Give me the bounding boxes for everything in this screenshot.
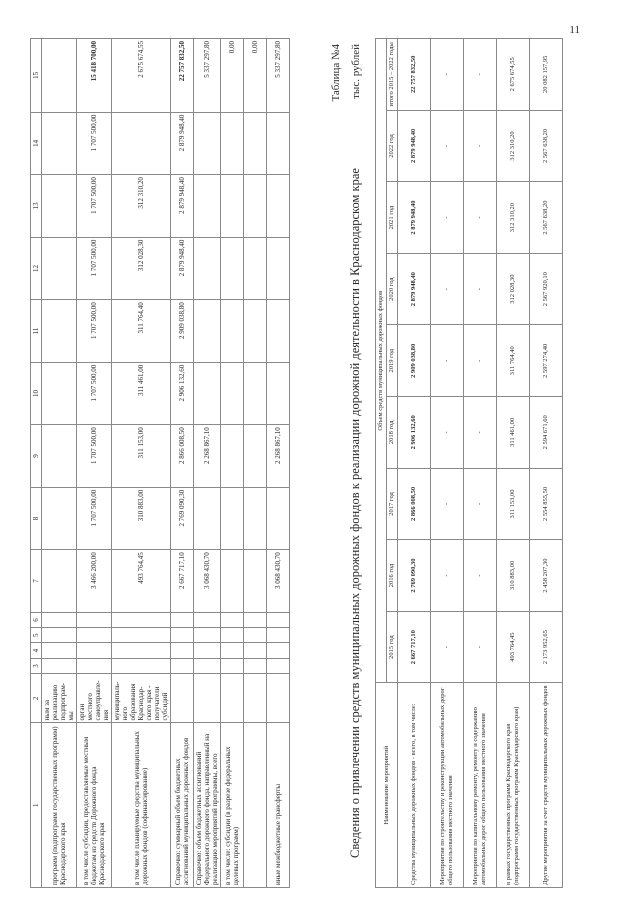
row-name-cell: иные межбюджетные трансферты [267, 723, 290, 888]
value-cell [267, 487, 290, 550]
header-name-cell: Наименование мероприятий [376, 683, 398, 888]
value-cell: 2 866 008,50 [171, 425, 194, 488]
responsible-cell: орган местного самоуправле-ния [77, 674, 112, 723]
value-cell: 2 667 717,10 [398, 611, 431, 683]
value-cell: - [431, 397, 464, 469]
value-cell: 1 707 500,00 [77, 425, 112, 488]
value-cell [244, 175, 267, 238]
row-name-cell: Мероприятия по капитальному ремонту, ремонту и содержанию автомобильных дорог общего пользования местного значения [464, 683, 497, 888]
year-header-cell: 2019 год [387, 325, 398, 397]
value-cell [42, 237, 77, 300]
value-cell: 2 879 948,40 [398, 182, 431, 254]
header-group-cell: Объем средств муниципальных дорожных фондов [376, 39, 387, 683]
responsible-cell: муниципаль-ного образования Краснодар-ского края - получатели субсидий [112, 674, 171, 723]
value-cell: 2 909 038,80 [171, 300, 194, 363]
value-cell: 2 458 207,30 [530, 540, 563, 612]
row-name-cell: в том числе: субсидии (в разрезе федеральных целевых программ) [221, 723, 244, 888]
value-cell: 3 068 430,70 [194, 550, 221, 613]
value-cell: 1 707 500,00 [77, 237, 112, 300]
value-cell: 2 567 920,10 [530, 253, 563, 325]
column-number-row [31, 39, 42, 888]
value-cell: 3 466 200,00 [77, 550, 112, 613]
column-number-cell: 13 [31, 175, 42, 238]
value-cell [171, 612, 194, 627]
value-cell: 310 883,00 [497, 540, 530, 612]
value-cell [194, 658, 221, 673]
value-cell: 2 554 855,50 [530, 468, 563, 540]
value-cell: 2 268 867,10 [267, 425, 290, 488]
value-cell [194, 487, 221, 550]
table-row [221, 39, 244, 888]
value-cell [267, 612, 290, 627]
value-cell [42, 300, 77, 363]
document-title: Сведения о привлечении средств муниципальных дорожных фондов к реализации дорожной деятельности в Краснодарском крае [348, 168, 362, 858]
value-cell [42, 628, 77, 643]
year-header-cell: 2017 год [387, 468, 398, 540]
value-cell: - [464, 182, 497, 254]
value-cell [244, 237, 267, 300]
value-cell [194, 112, 221, 175]
column-number-cell: 1 [31, 723, 42, 888]
value-cell [244, 628, 267, 643]
value-cell: 2 597 274,40 [530, 325, 563, 397]
value-cell [221, 112, 244, 175]
value-cell [112, 628, 171, 643]
value-cell: 493 764,45 [497, 611, 530, 683]
value-cell: 1 707 500,00 [77, 487, 112, 550]
value-cell: 311 153,00 [497, 468, 530, 540]
value-cell: 5 337 297,80 [194, 39, 221, 113]
value-cell: 2 173 952,65 [530, 611, 563, 683]
value-cell: 2 906 132,60 [398, 397, 431, 469]
value-cell [267, 658, 290, 673]
lower-table [375, 38, 563, 888]
responsible-cell: ным за реализацию подпрограм-мы [42, 674, 77, 723]
value-cell [42, 658, 77, 673]
value-cell [221, 628, 244, 643]
value-cell: - [431, 253, 464, 325]
upper-table [30, 38, 290, 888]
value-cell [112, 612, 171, 627]
value-cell: 2 268 867,10 [194, 425, 221, 488]
value-cell [244, 643, 267, 658]
value-cell [244, 425, 267, 488]
value-cell [244, 612, 267, 627]
value-cell [112, 112, 171, 175]
value-cell [112, 658, 171, 673]
row-name-cell: Средства муниципальных дорожных фондов - всего, в том числе: [398, 683, 431, 888]
value-cell [42, 425, 77, 488]
value-cell: 22 757 832,50 [398, 39, 431, 111]
value-cell [42, 612, 77, 627]
value-cell [42, 175, 77, 238]
responsible-cell [267, 674, 290, 723]
value-cell [267, 112, 290, 175]
table-label: Таблица №4 [330, 44, 342, 102]
value-cell: 2 879 948,40 [398, 253, 431, 325]
row-name-cell: программ (подпрограмм государственных программ) Краснодарского края [42, 723, 77, 888]
value-cell: 311 461,00 [112, 362, 171, 425]
value-cell [194, 237, 221, 300]
value-cell: 2 667 717,10 [171, 550, 194, 613]
value-cell: 311 764,40 [497, 325, 530, 397]
value-cell [194, 643, 221, 658]
value-cell [42, 39, 77, 113]
column-number-cell: 12 [31, 237, 42, 300]
year-header-cell: 2020 год [387, 253, 398, 325]
value-cell: 2 567 638,20 [530, 182, 563, 254]
value-cell: - [464, 540, 497, 612]
value-cell [267, 300, 290, 363]
value-cell: 2 769 090,30 [398, 540, 431, 612]
column-number-cell: 10 [31, 362, 42, 425]
value-cell [221, 658, 244, 673]
value-cell: 310 883,00 [112, 487, 171, 550]
value-cell [42, 362, 77, 425]
value-cell [42, 487, 77, 550]
value-cell: 1 707 500,00 [77, 112, 112, 175]
value-cell [194, 612, 221, 627]
row-name-cell: Мероприятия по строительству и реконструкции автомобильных дорог общего пользования местного значения [431, 683, 464, 888]
value-cell [221, 487, 244, 550]
year-header-cell: итого 2015 – 2022 годы [387, 39, 398, 111]
column-number-cell: 6 [31, 612, 42, 627]
value-cell [244, 658, 267, 673]
row-name-cell: Справочно: объем бюджетных ассигнований Федерального дорожного фонда, направленный на реализацию мероприятий программы, всего [194, 723, 221, 888]
value-cell: 2 866 008,50 [398, 468, 431, 540]
value-cell: 22 757 832,50 [171, 39, 194, 113]
year-header-cell: 2021 год [387, 182, 398, 254]
value-cell: 20 082 157,95 [530, 39, 563, 111]
column-number-cell: 11 [31, 300, 42, 363]
value-cell: - [464, 325, 497, 397]
row-name-cell: Другие мероприятия за счет средств муниципальных дорожных фондов [530, 683, 563, 888]
value-cell: 0,00 [221, 39, 244, 113]
table-row [431, 39, 464, 888]
value-cell [244, 487, 267, 550]
value-cell: 311 461,00 [497, 397, 530, 469]
value-cell: 2 879 948,40 [171, 237, 194, 300]
value-cell [112, 643, 171, 658]
table-row [112, 39, 171, 888]
table-row [267, 39, 290, 888]
value-cell [267, 643, 290, 658]
value-cell [221, 300, 244, 363]
value-cell: - [464, 110, 497, 182]
responsible-cell [221, 674, 244, 723]
value-cell: 2 675 674,55 [112, 39, 171, 113]
value-cell: - [431, 611, 464, 683]
value-cell [267, 175, 290, 238]
value-cell: 3 068 430,70 [267, 550, 290, 613]
value-cell [221, 612, 244, 627]
value-cell: - [464, 253, 497, 325]
column-number-cell: 14 [31, 112, 42, 175]
value-cell [244, 300, 267, 363]
value-cell [171, 628, 194, 643]
value-cell [267, 237, 290, 300]
value-cell: - [431, 110, 464, 182]
value-cell: 312 028,30 [497, 253, 530, 325]
value-cell [171, 658, 194, 673]
value-cell [77, 612, 112, 627]
value-cell [42, 550, 77, 613]
units-label: тыс. рублей [350, 44, 362, 99]
table-row [497, 39, 530, 888]
row-name-cell: в том числе планируемые средства муниципальных дорожных фондов (софинансирование) [112, 723, 171, 888]
value-cell: 2 879 948,40 [171, 175, 194, 238]
value-cell [42, 112, 77, 175]
value-cell: - [464, 468, 497, 540]
value-cell [221, 425, 244, 488]
value-cell [267, 628, 290, 643]
column-number-cell: 2 [31, 674, 42, 723]
column-number-cell: 4 [31, 643, 42, 658]
value-cell [194, 175, 221, 238]
row-name-cell: Справочно: суммарный объем бюджетных ассигнований муниципальных дорожных фондов [171, 723, 194, 888]
value-cell [42, 643, 77, 658]
value-cell: 2 909 038,80 [398, 325, 431, 397]
value-cell: 311 153,00 [112, 425, 171, 488]
row-name-cell: в рамках государственных программ Краснодарского края (подпрограмм государственных программ Краснодарского края) [497, 683, 530, 888]
value-cell: - [464, 397, 497, 469]
value-cell [221, 237, 244, 300]
value-cell: 2 879 948,40 [171, 112, 194, 175]
row-name-cell [244, 723, 267, 888]
table-row [398, 39, 431, 888]
value-cell: 0,00 [244, 39, 267, 113]
value-cell: 5 337 297,80 [267, 39, 290, 113]
value-cell: - [431, 540, 464, 612]
value-cell [221, 550, 244, 613]
table-row [42, 39, 77, 888]
value-cell [194, 362, 221, 425]
value-cell: - [431, 39, 464, 111]
value-cell [221, 175, 244, 238]
value-cell [244, 362, 267, 425]
value-cell [194, 300, 221, 363]
value-cell: 2 594 671,60 [530, 397, 563, 469]
value-cell: 2 567 638,20 [530, 110, 563, 182]
value-cell: 2 879 948,40 [398, 110, 431, 182]
value-cell [267, 362, 290, 425]
value-cell: - [431, 325, 464, 397]
value-cell: - [431, 468, 464, 540]
responsible-cell [171, 674, 194, 723]
value-cell: 2 769 090,30 [171, 487, 194, 550]
value-cell: 493 764,45 [112, 550, 171, 613]
rotated-page-content [30, 38, 600, 888]
value-cell: 15 418 700,00 [77, 39, 112, 113]
table-row [530, 39, 563, 888]
table-row [194, 39, 221, 888]
table-row [171, 39, 194, 888]
value-cell [77, 643, 112, 658]
value-cell [171, 643, 194, 658]
column-number-cell: 9 [31, 425, 42, 488]
value-cell [77, 658, 112, 673]
value-cell [244, 112, 267, 175]
value-cell: 312 310,20 [112, 175, 171, 238]
column-number-cell: 7 [31, 550, 42, 613]
column-number-cell: 15 [31, 39, 42, 113]
page-number: 11 [569, 24, 580, 36]
responsible-cell [194, 674, 221, 723]
value-cell: 312 028,30 [112, 237, 171, 300]
table-row [244, 39, 267, 888]
value-cell: 312 310,20 [497, 110, 530, 182]
value-cell: 312 310,20 [497, 182, 530, 254]
year-header-cell: 2015 год [387, 611, 398, 683]
table-row [77, 39, 112, 888]
year-header-cell: 2016 год [387, 540, 398, 612]
column-number-cell: 8 [31, 487, 42, 550]
value-cell: 2 675 674,55 [497, 39, 530, 111]
year-header-cell: 2018 год [387, 397, 398, 469]
value-cell [77, 628, 112, 643]
column-number-cell: 5 [31, 628, 42, 643]
value-cell: - [431, 182, 464, 254]
year-header-cell: 2022 год [387, 110, 398, 182]
row-name-cell: в том числе субсидии, предоставляемые местным бюджетам из средств Дорожного фонда Краснодарского края [77, 723, 112, 888]
value-cell: 311 764,40 [112, 300, 171, 363]
value-cell: - [464, 39, 497, 111]
value-cell: 1 707 500,00 [77, 175, 112, 238]
value-cell [221, 643, 244, 658]
responsible-cell [244, 674, 267, 723]
value-cell: 1 707 500,00 [77, 300, 112, 363]
table-row [464, 39, 497, 888]
column-number-cell: 3 [31, 658, 42, 673]
value-cell: 2 906 132,60 [171, 362, 194, 425]
value-cell [244, 550, 267, 613]
value-cell [221, 362, 244, 425]
value-cell [194, 628, 221, 643]
value-cell: 1 707 500,00 [77, 362, 112, 425]
value-cell: - [464, 611, 497, 683]
